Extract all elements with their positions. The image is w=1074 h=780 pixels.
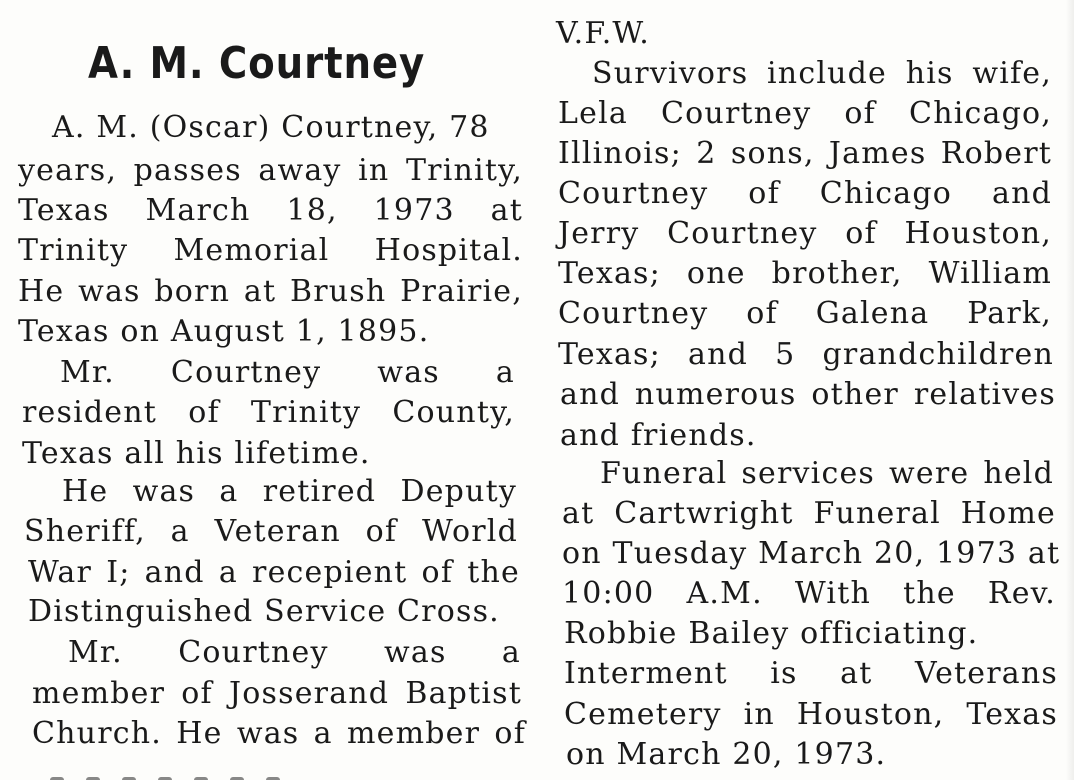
text-line: A. M. (Oscar) Courtney, 78 — [52, 110, 490, 145]
text-line: V.F.W. — [556, 16, 650, 51]
text-line: Robbie Bailey officiating. — [564, 616, 979, 651]
text-line: on Tuesday March 20, 1973 at — [562, 536, 1061, 571]
text-line: Texas; and 5 grandchildren — [558, 337, 1054, 372]
text-line: resident of Trinity County, — [22, 395, 515, 430]
text-line: Mr. Courtney was a — [68, 635, 521, 670]
cut-off-text-line — [50, 770, 310, 780]
text-line: War I; and a recepient of the — [28, 555, 520, 590]
obituary-headline: A. M. Courtney — [88, 38, 426, 89]
paper-edge-shadow — [1066, 0, 1074, 780]
text-line: Courtney of Galena Park, — [558, 296, 1052, 331]
text-line: Interment is at Veterans — [564, 656, 1058, 691]
text-line: Illinois; 2 sons, James Robert — [558, 136, 1052, 171]
text-line: Church. He was a member of — [32, 716, 526, 751]
text-line: He was born at Brush Prairie, — [18, 274, 523, 309]
text-line: Funeral services were held — [600, 456, 1054, 491]
text-line: years, passes away in Trinity, — [18, 153, 523, 188]
text-line: on March 20, 1973. — [566, 737, 887, 772]
text-line: He was a retired Deputy — [62, 474, 517, 509]
text-line: Texas on August 1, 1895. — [18, 314, 430, 349]
text-line: Courtney of Chicago and — [558, 176, 1052, 211]
text-line: and numerous other relatives — [560, 377, 1056, 412]
text-line: Trinity Memorial Hospital. — [18, 233, 523, 268]
text-line: Sheriff, a Veteran of World — [24, 514, 518, 549]
text-line: at Cartwright Funeral Home — [562, 496, 1056, 531]
text-line: 10:00 A.M. With the Rev. — [562, 576, 1056, 611]
text-line: Texas March 18, 1973 at — [18, 193, 523, 228]
text-line: Cemetery in Houston, Texas — [564, 697, 1058, 732]
text-line: and friends. — [560, 418, 757, 453]
text-line: Jerry Courtney of Houston, — [558, 216, 1052, 251]
text-line: Texas; one brother, William — [558, 256, 1052, 291]
text-line: Mr. Courtney was a — [60, 355, 515, 390]
text-line: Texas all his lifetime. — [22, 436, 371, 471]
text-line: Distinguished Service Cross. — [28, 594, 500, 629]
text-line: member of Josserand Baptist — [32, 676, 522, 711]
text-line: Lela Courtney of Chicago, — [558, 96, 1052, 131]
text-line: Survivors include his wife, — [592, 56, 1052, 91]
